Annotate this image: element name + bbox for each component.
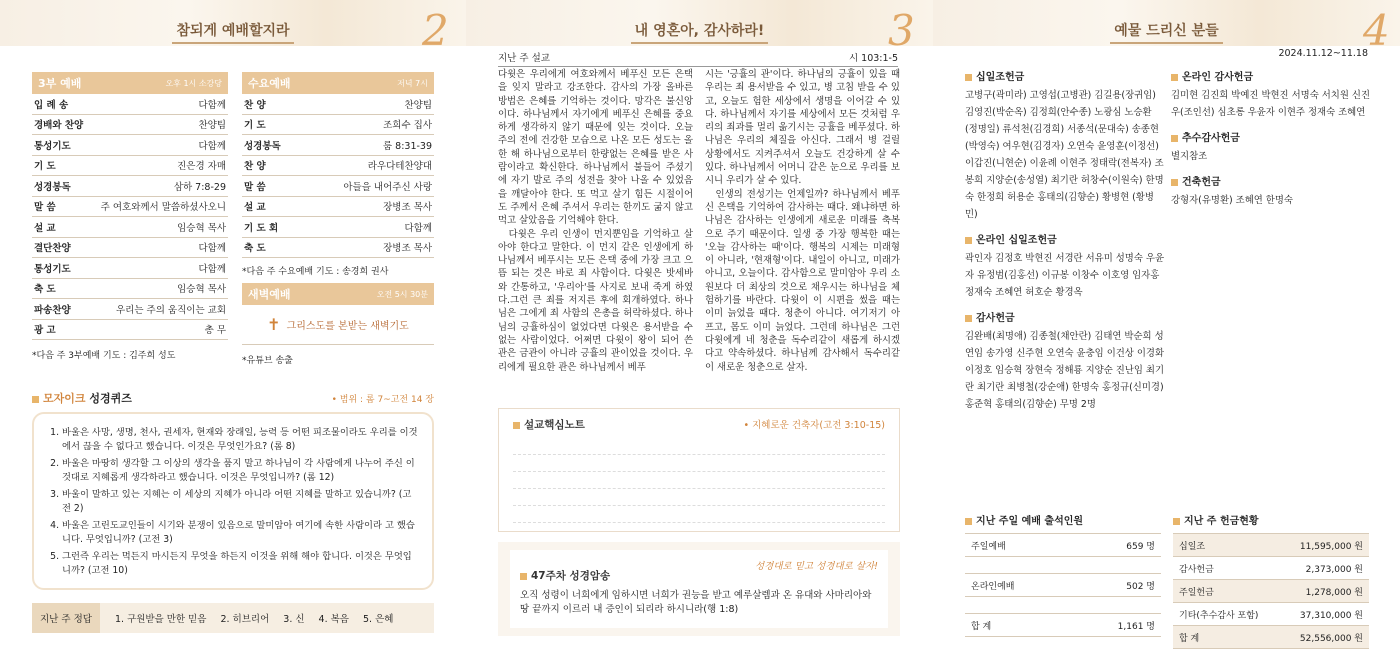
note-line [513, 472, 885, 489]
square-bullet-icon [1171, 179, 1178, 186]
attendance-row-label: 합 계 [971, 621, 992, 632]
sunday-row-label: 기 도 [34, 161, 56, 173]
attendance-row [965, 534, 1161, 557]
dawn-banner: 그리스도를 본받는 새벽기도 [286, 321, 409, 332]
dawn-note: *유튜브 송출 [242, 356, 293, 366]
wednesday-row-value: 장병조 목사 [383, 202, 432, 214]
dawn-title: 새벽예배 [248, 288, 291, 301]
answer-item: 2. 히브리어 [220, 614, 270, 625]
offering-row-value: 52,556,000 원 [1299, 633, 1363, 644]
sunday-row-value: 우리는 주의 움직이는 교회 [115, 304, 226, 316]
sunday-row-value: 다함께 [198, 140, 226, 152]
sunday-row [32, 115, 228, 136]
offering-section-title [1171, 173, 1371, 188]
quiz-header [32, 390, 434, 406]
wednesday-row-value: 다함께 [404, 222, 432, 234]
sunday-row [32, 217, 228, 238]
square-bullet-icon [1171, 135, 1178, 142]
attendance-table [965, 512, 1161, 637]
answers-bar [32, 603, 434, 633]
note-line [513, 489, 885, 506]
sunday-row [32, 279, 228, 300]
page-title: 참되게 예배할지라 [172, 23, 293, 44]
offering-section-label: 온라인 십일조헌금 [976, 235, 1057, 246]
note-line [513, 455, 885, 472]
offering-section-title [1171, 68, 1371, 83]
offering-row [1173, 580, 1369, 603]
offering-section-label: 십일조헌금 [976, 72, 1025, 83]
answer-item: 3. 신 [283, 614, 305, 625]
wednesday-row-value: 장병조 목사 [383, 243, 432, 255]
square-bullet-icon [513, 422, 520, 429]
wednesday-row-value: 룸 8:31-39 [382, 140, 432, 152]
wednesday-row-label: 기 도 [244, 120, 266, 132]
note-title: 설교핵심노트 [524, 419, 585, 431]
quiz-item: 1. 바울은 사망, 생명, 천사, 권세자, 현재와 장래일, 능력 등 어떤 피조물이라도 우리를 이것에서 끊을 수 없다고 했습니다. 이것은 무엇인가요? (롬 8) [62, 426, 418, 454]
answer-item: 4. 복음 [318, 614, 349, 625]
offering-row-value: 2,373,000 원 [1305, 564, 1363, 575]
square-bullet-icon [520, 573, 527, 580]
offering-section [1171, 129, 1371, 165]
attendance-row [965, 557, 1161, 574]
note-ref: • 지혜로운 건축자(고전 3:10-15) [743, 420, 885, 431]
wednesday-note: *다음 주 수요예배 기도 : 송경희 권사 [242, 267, 389, 277]
page-title: 예물 드리신 분들 [1110, 23, 1222, 44]
square-bullet-icon [1171, 74, 1178, 81]
attendance-row [965, 574, 1161, 597]
quiz-box [32, 412, 434, 590]
memory-slogan: 성경대로 믿고 성경대로 살자! [755, 561, 878, 572]
sunday-row-value: 총 무 [204, 325, 226, 337]
answer-item: 1. 구원받을 만한 믿음 [114, 614, 207, 625]
quiz-item: 5. 그런즉 우리는 먹든지 마시든지 무엇을 하든지 이것을 위해 해야 합니다. 이것은 무엇입니까? (고전 10) [62, 550, 418, 578]
offering-section-label: 추수감사헌금 [1182, 133, 1240, 144]
offering-row-value: 37,310,000 원 [1299, 610, 1363, 621]
quiz-item: 2. 바울은 마땅히 생각할 그 이상의 생각을 품지 말고 하나님이 각 사람에게 나누어 주신 이것대로 지혜롭게 생각하라고 했습니다. 이것은 무엇입니까? (롬 12) [62, 457, 418, 485]
wednesday-row-label: 찬 양 [244, 161, 266, 173]
sermon-note-box [498, 408, 900, 532]
attendance-row-value: 502 명 [1126, 581, 1155, 592]
page-worship [0, 0, 466, 662]
dawn-time: 오전 5시 30분 [376, 289, 428, 299]
attendance-row-value: 1,161 명 [1117, 621, 1155, 632]
sunday-row [32, 320, 228, 341]
quiz-range: • 범위 : 롬 7~고전 14 장 [331, 394, 434, 405]
sermon-column-1: 다윗은 우리에게 여호와께서 베푸신 모든 은택을 잊지 말라고 강조한다. 감사의 가장 올바른 방법은 은혜를 기억하는 것이다. 망각은 불신앙이다. 하나님께서 자기에게 베푸신 은혜를 중요하게 생각하지 않기 때문에 잊는 것이다. 오늘 주의 전에 건강한 모습으로 나온 모든 성도는 올 한 해 하나님으로부터 한량없는 은혜를 받은 사람이라고 확신한다. 하나님께서 불들어 주셨기에 자기 발로 주의 성전을 찾아 나올 수 있었음을 깨달아야 한다. 또 먹고 살기 힘든 시절이어도 주께서 은혜 주셔서 우리는 한끼도 굶지 않고 먹고 살았음을 기억해야 한다. 다윗은 우리 인생이 먼지뿐임을 기억하고 살아야 한다고 말한다. 이 먼지 같은 인생에게 하나님께서 베푸시는 모든 은택 중에 가장 크고 으뜸 되는 것은 바로 죄 사함이다. 다윗은 밧세바와 간통하고, '우리아'를 사지로 보내 죽게 하였다.그런 큰 죄를 저지른 후에 회개하였다. 하나님은 그에게 죄 사함의 은총을 허락하셨다. 하나님의 긍휼하심이 없었다면 다윗은 용서받을 수 없는 사람이었다. 어쩌면 다윗이 왕이 되어 쓴 관은 금관이 아니라 긍휼의 관이었을 것이다. 우리에게 필요한 관은 하나님께서 베푸 [498, 69, 693, 373]
sunday-row-label: 성경봉독 [34, 181, 71, 193]
quiz-title-a: 모자이크 [43, 392, 86, 405]
page-offerings [933, 0, 1400, 662]
attendance-row [965, 597, 1161, 614]
sunday-note: *다음 주 3부예배 기도 : 김주희 성도 [32, 351, 176, 361]
offering-section-title [1171, 129, 1371, 144]
page-number: 4 [1363, 6, 1390, 55]
page-number: 3 [888, 6, 915, 55]
offering-section-title [965, 231, 1165, 246]
wednesday-row-value: 찬양팀 [404, 99, 432, 111]
wednesday-row-label: 성경봉독 [244, 140, 281, 152]
wednesday-row-label: 축 도 [244, 243, 266, 255]
sunday-title: 3부 예배 [38, 77, 82, 90]
wednesday-row [242, 156, 434, 177]
sunday-row [32, 135, 228, 156]
page-number: 2 [422, 6, 449, 55]
attendance-row [965, 614, 1161, 637]
offering-row [1173, 603, 1369, 626]
sunday-row-label: 결단찬양 [34, 243, 71, 255]
sunday-row-value: 다함께 [198, 99, 226, 111]
cross-icon: ✝ [267, 315, 281, 334]
sunday-row-label: 말 씀 [34, 202, 56, 214]
offering-section [1171, 68, 1371, 121]
sermon-column-2: 시는 '긍휼의 관'이다. 하나님의 긍휼이 있을 때 우리는 죄 용서받을 수 있고, 병 고침 받을 수 있고, 오늘도 험한 세상에서 생명을 이어갈 수 있다. 하나님께서 자기를 세상에서 모든 것처럼 우리의 죄과를 멀리 옮기시는 긍휼을 베푸셨다. 하나님은 우리의 체질을 아신다. 그래서 병 걸릴 상황에서도 지켜주셔서 오늘도 건강하게 살 수 있다. 하나님께서 어머니 같은 눈으로 우리를 보시니 우리가 살 수 있다. 인생의 전성기는 언제일까? 하나님께서 베푸신 은택을 기억하여 감사하는 때다. 왜냐하면 하나님은 감사하는 인생에게 새로운 미래를 축복으로 주기 때문이다. 일생 중 가장 행복한 때는 '오늘 감사하는 때'이다. 행복의 시제는 미래형이 아니라, '현재형'이다. 내일이 아니고, 미래가 아니고, 오늘이다. 감사함으로 말미암아 우리 소원보다 더 최상의 것으로 채우시는 하나님을 체험하기를 바란다. 다윗이 이 시편을 썼을 때는 이미 늙었을 때다. 청춘이 아니다. 여기저기 아프고, 몸도 이미 늙었다. 그런데 하나님은 그런 다윗에게 네 청춘을 독수리같이 새롭게 하시겠다고 약속하셨다. 하나님께 감사해서 독수리같이 새로운 청춘으로 살자. [705, 69, 900, 373]
note-line [513, 438, 885, 455]
memory-title: 47주차 성경암송 [531, 570, 611, 582]
sunday-row-label: 입 례 송 [34, 99, 69, 111]
offering-row-label: 감사헌금 [1179, 564, 1214, 575]
page-title: 내 영혼아, 감사하라! [631, 23, 769, 44]
wednesday-row [242, 135, 434, 156]
offering-row-label: 기타(추수감사 포함) [1179, 610, 1259, 621]
memory-text: 오직 성령이 너희에게 임하시면 너희가 권능을 받고 예루살렘과 온 유대와 사마리아와 땅 끝까지 이르러 내 증인이 되리라 하시니라(행 1:8) [520, 590, 872, 615]
square-bullet-icon [965, 315, 972, 322]
sunday-row-label: 파송찬양 [34, 304, 71, 316]
date-range: 2024.11.12~11.18 [1278, 48, 1368, 59]
wednesday-row-label: 말 씀 [244, 181, 266, 193]
square-bullet-icon [1173, 518, 1180, 525]
quiz-title-b: 성경퀴즈 [89, 392, 132, 405]
wednesday-title: 수요예배 [248, 77, 291, 90]
sunday-row-value: 찬양팀 [198, 120, 226, 132]
attendance-row-label: 주일예배 [971, 541, 1006, 552]
sunday-row-label: 광 고 [34, 325, 56, 337]
offering-title: 지난 주 헌금현황 [1184, 516, 1259, 527]
quiz-item: 3. 바울이 말하고 있는 지혜는 이 세상의 지혜가 아니라 어떤 지혜를 말하고 있습니까? (고전 2) [62, 488, 418, 516]
square-bullet-icon [32, 396, 39, 403]
wednesday-row [242, 176, 434, 197]
sunday-row-label: 경배와 찬양 [34, 120, 84, 132]
sunday-row-label: 통성기도 [34, 263, 71, 275]
sunday-time: 오후 1시 소강당 [165, 78, 222, 88]
square-bullet-icon [965, 237, 972, 244]
offering-names: 곽인자 김정호 박현진 서경란 서유미 성명숙 우윤자 유정범(김홍선) 이규봉 이창수 이호영 임자홍 정재숙 조혜연 허호순 황경옥 [965, 253, 1165, 298]
offering-row-value: 11,595,000 원 [1299, 541, 1363, 552]
offering-section-title [965, 309, 1165, 324]
sunday-row [32, 176, 228, 197]
offering-section-label: 감사헌금 [976, 313, 1015, 324]
sunday-row-label: 통성기도 [34, 140, 71, 152]
wednesday-time: 저녁 7시 [397, 78, 428, 88]
note-line [513, 506, 885, 523]
sunday-row [32, 197, 228, 218]
offering-section-label: 건축헌금 [1182, 177, 1221, 188]
sermon-ref: 시 103:1-5 [848, 53, 898, 64]
offering-table [1173, 512, 1369, 649]
sunday-row [32, 156, 228, 177]
sunday-row [32, 258, 228, 279]
wednesday-row [242, 94, 434, 115]
offering-names: 별지참조 [1171, 151, 1208, 162]
sunday-row [32, 299, 228, 320]
answer-item: 5. 은혜 [363, 614, 394, 625]
wednesday-row-label: 기 도 회 [244, 222, 279, 234]
sunday-service-table [32, 72, 228, 361]
square-bullet-icon [965, 518, 972, 525]
sunday-row-value: 임승혁 목사 [177, 222, 226, 234]
offering-row [1173, 626, 1369, 649]
header-band [0, 0, 466, 55]
offering-names: 김미현 김진희 박예진 박현진 서명숙 서치원 신진우(조인선) 심초롱 우윤자 이현주 정재숙 조혜연 [1171, 90, 1371, 118]
wednesday-service-table [242, 72, 434, 366]
offering-section [1171, 173, 1371, 209]
sunday-row [32, 94, 228, 115]
sunday-row-value: 주 여호와께서 말씀하셨사오니 [100, 202, 226, 214]
answers-label: 지난 주 정답 [32, 603, 100, 633]
wednesday-row-label: 설 교 [244, 202, 266, 214]
offering-names: 김완배(최명애) 김종철(채안란) 김태연 박순희 성연임 송가영 신주현 오연숙 윤충임 이건상 이경화 이정호 임승혁 장현숙 정해룡 지양순 진난임 최기란 최기란 최병철(강순애) 한명숙 홍정규(신미경) 홍준혁 홍태의(김향순) 무명 2명 [965, 331, 1165, 410]
offering-row [1173, 557, 1369, 580]
offering-section-label: 온라인 감사헌금 [1182, 72, 1254, 83]
memory-verse-box [498, 542, 900, 636]
attendance-row-label: 온라인예배 [971, 581, 1015, 592]
quiz-item: 4. 바울은 고린도교인들이 시기와 분쟁이 있음으로 말미암아 여기에 속한 사람이라 고 했습니다. 무엇입니까? (고전 3) [62, 519, 418, 547]
square-bullet-icon [965, 74, 972, 81]
sunday-row-value: 다함께 [198, 263, 226, 275]
wednesday-row [242, 197, 434, 218]
header-band [466, 0, 933, 55]
wednesday-row [242, 238, 434, 259]
wednesday-row [242, 115, 434, 136]
sermon-label: 지난 주 설교 [498, 53, 550, 64]
offering-row-value: 1,278,000 원 [1305, 587, 1363, 598]
sunday-row-value: 임승혁 목사 [177, 284, 226, 296]
sunday-row-label: 설 교 [34, 222, 56, 234]
sunday-row-value: 삼하 7:8-29 [173, 181, 226, 193]
page-sermon [466, 0, 933, 662]
offering-section [965, 68, 1165, 223]
offering-row-label: 주일헌금 [1179, 587, 1214, 598]
wednesday-row-value: 라우다테찬양대 [367, 161, 432, 173]
offering-row-label: 합 계 [1179, 633, 1200, 644]
offering-names: 강형자(유명환) 조혜연 한명숙 [1171, 195, 1293, 206]
sunday-row-value: 진은경 자매 [177, 161, 226, 173]
wednesday-row-label: 찬 양 [244, 99, 266, 111]
sunday-row-label: 축 도 [34, 284, 56, 296]
wednesday-row [242, 217, 434, 238]
offering-section [965, 309, 1165, 413]
offering-section [965, 231, 1165, 301]
offering-section-title [965, 68, 1165, 83]
attendance-row-value: 659 명 [1126, 541, 1155, 552]
offering-row-label: 십일조 [1179, 541, 1206, 552]
attendance-title: 지난 주일 예배 출석인원 [976, 516, 1084, 527]
sunday-row-value: 다함께 [198, 243, 226, 255]
wednesday-row-value: 아들을 내어주신 사랑 [343, 181, 432, 193]
offering-row [1173, 534, 1369, 557]
sunday-row [32, 238, 228, 259]
wednesday-row-value: 조희수 집사 [383, 120, 432, 132]
offering-names: 고병구(곽미라) 고영섭(고병관) 김길용(장귀임) 김영진(박순옥) 김정희(안수종) 노광심 노승환 (정명일) 류석천(김경희) 서종석(문대숙) 송종현 (박영숙) 여우현(김경자) 오연숙 윤영훈(이정선) 이갑진(니현순) 이윤례 이현주 정태락(전복자) 조봉희 지양순(송성열) 최기란 허창수(이원숙) 한명숙 한정희 허용순 홍태의(김향순) 황병현 (황병민) [965, 90, 1164, 220]
